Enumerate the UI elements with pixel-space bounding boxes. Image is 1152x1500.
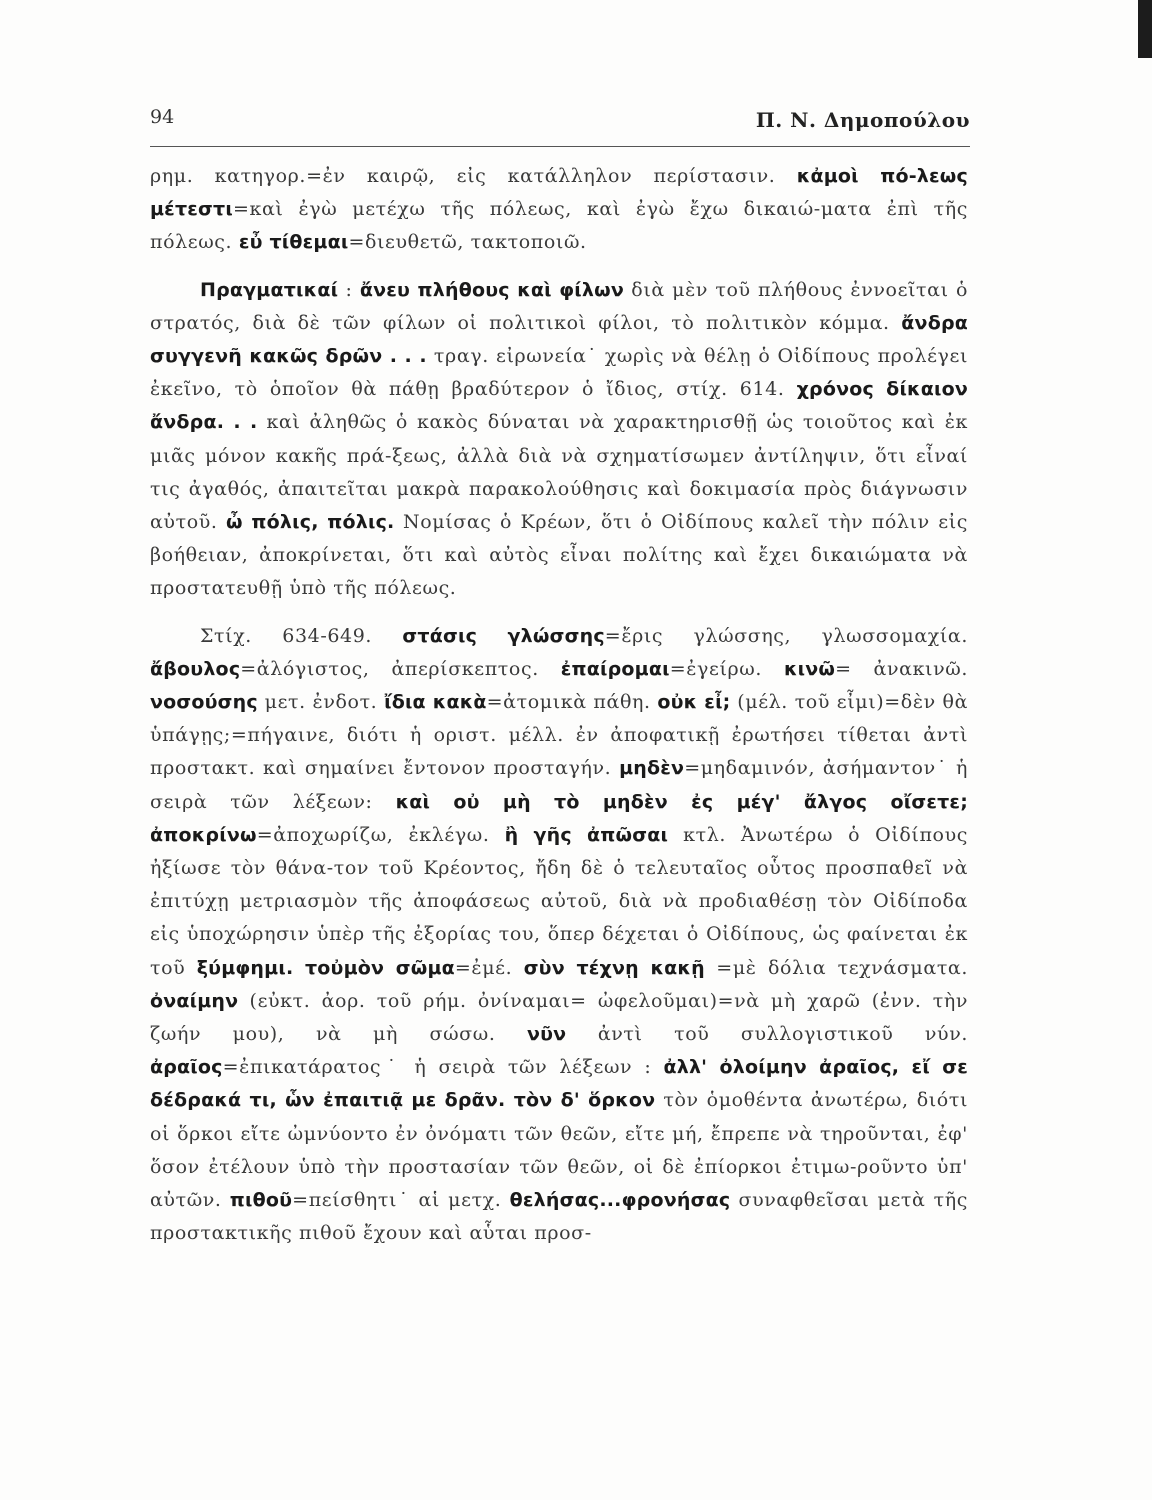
lemma-term: ἄνευ πλήθους καὶ φίλων xyxy=(359,278,624,301)
lemma-term: στάσις γλώσσης xyxy=(402,624,605,647)
gloss-text: Νομίσας ὁ Κρέων, ὅτι ὁ Οἰδίπους καλεῖ τὴν πόλιν εἰς βοήθειαν, ἀποκρίνεται, ὅτι καὶ αὐτὸς εἶναι πολίτης καὶ ἔχει δικαιώματα νὰ προστατευθῇ ὑπὸ τῆς πόλεως. xyxy=(150,511,968,600)
paragraph xyxy=(150,274,968,606)
gloss-text: Στίχ. 634-649. xyxy=(200,624,403,647)
gloss-text: =μὲ δόλια τεχνάσματα. xyxy=(704,956,968,979)
gloss-text: =καὶ ἐγὼ μετέχω τῆς πόλεως, καὶ ἐγὼ ἔχω δικαιώ-ματα ἐπὶ τῆς πόλεως. xyxy=(150,198,968,254)
page-header xyxy=(150,102,970,138)
gloss-text: διὰ μὲν τοῦ πλήθους ἐννοεῖται ὁ στρατός, διὰ δὲ τῶν φίλων οἱ πολιτικοὶ φίλοι, τὸ πολιτικὸν κόμμα. xyxy=(150,278,968,334)
lemma-term: ἄνδρα συγγενῆ κακῶς δρῶν . . . xyxy=(150,311,968,368)
gloss-text: συναφθεῖσαι μετὰ τῆς προστακτικῆς πιθοῦ ἔχουν καὶ αὗται προσ- xyxy=(150,1189,969,1245)
lemma-term: κινῶ xyxy=(783,657,836,680)
lemma-term: ἐπαίρομαι xyxy=(560,657,670,680)
running-head-author: Π. Ν. Δημοπούλου xyxy=(755,108,970,132)
lemma-term: κἀμοὶ πό-λεως μέτεστι xyxy=(150,165,968,221)
gloss-text: =πείσθητι˙ αἱ μετχ. xyxy=(292,1189,510,1212)
lemma-term: ξύμφημι. τοὐμὸν σῶμα xyxy=(196,956,455,979)
lemma-term: ἄβουλος xyxy=(150,657,241,680)
lemma-term: οὐκ εἶ; xyxy=(657,691,731,714)
lemma-term: ἴδια κακὰ xyxy=(384,691,487,714)
lemma-term: ὀναίμην xyxy=(150,989,239,1012)
lemma-term: ἢ γῆς ἀπῶσαι xyxy=(504,823,669,846)
gloss-text: (εὐκτ. ἀορ. τοῦ ρήμ. ὀνίναμαι= ὠφελοῦμαι)=νὰ μὴ χαρῶ (ἐνν. τὴν ζωήν μου), νὰ μὴ σώσω. xyxy=(150,989,968,1046)
gloss-text: : xyxy=(338,278,360,301)
gloss-text: μετ. ἐνδοτ. xyxy=(257,691,385,714)
lemma-term: Πραγματικαί xyxy=(200,278,339,301)
gloss-text: =διευθετῶ, τακτοποιῶ. xyxy=(348,231,587,254)
lemma-term: σὺν τέχνῃ κακῇ xyxy=(523,956,705,979)
gloss-text: = ἀνακινῶ. xyxy=(835,657,968,680)
lemma-term: ἀραῖος xyxy=(150,1056,223,1079)
gloss-text: τὸν ὁμοθέντα ἀνωτέρω, διότι οἱ ὅρκοι εἴτε ὠμνύοντο ἐν ὀνόματι τῶν θεῶν, εἴτε μή, ἔπρεπε νὰ τηροῦνται, ἐφ' ὅσον ἐτέλουν ὑπὸ τὴν προστασίαν τῶν θεῶν, οἱ δὲ ἐπίορκοι ἐτιμω-ροῦντο ὑπ' αὐτῶν. xyxy=(150,1089,968,1212)
scan-edge xyxy=(1138,0,1152,58)
lemma-term: ἀποκρίνω xyxy=(150,823,257,846)
lemma-term: καὶ οὐ μὴ τὸ μηδὲν ἐς μέγ' ἄλγος οἴσετε; xyxy=(395,790,969,813)
gloss-text: κτλ. Ἀνωτέρω ὁ Οἰδίπους ἠξίωσε τὸν θάνα-τον τοῦ Κρέοντος, ἤδη δὲ ὁ τελευταῖος οὗτος προσπαθεῖ νὰ ἐπιτύχῃ μετριασμὸν τῆς ἀποφάσεως αὐτοῦ, διὰ νὰ προδιαθέσῃ τὸν Οἰδίποδα εἰς ὑποχώρησιν ὑπὲρ τῆς ἐξορίας του, ὅπερ δέχεται ὁ Οἰδίπους, ὡς φαίνεται ἐκ τοῦ xyxy=(150,823,968,979)
lemma-term: μηδὲν xyxy=(619,757,685,780)
gloss-text: ἀντὶ τοῦ συλλογιστικοῦ νύν. xyxy=(566,1023,968,1046)
gloss-text: =ἀποχωρίζω, ἐκλέγω. xyxy=(256,823,505,846)
body-text xyxy=(150,160,968,1251)
page-number: 94 xyxy=(150,106,175,128)
lemma-term: ἀλλ' ὀλοίμην ἀραῖος, εἴ σε δέδρακά τι, ὧν ἐπαιτιᾷ με δρᾶν. τὸν δ' ὅρκον xyxy=(150,1056,968,1112)
gloss-text: =μηδαμινόν, ἀσήμαντον˙ ἡ σειρὰ τῶν λέξεων: xyxy=(150,757,969,813)
gloss-text: τραγ. εἰρωνεία˙ χωρὶς νὰ θέλῃ ὁ Οἰδίπους προλέγει ἐκεῖνο, τὸ ὁποῖον θὰ πάθῃ βραδύτερον ὁ ἴδιος, στίχ. 614. xyxy=(150,345,968,401)
lemma-term: χρόνος δίκαιον ἄνδρα. . . xyxy=(150,378,968,434)
lemma-term: νῦν xyxy=(527,1023,567,1046)
gloss-text: =ἐμέ. xyxy=(454,956,524,979)
gloss-text: =ἐγείρω. xyxy=(669,657,784,680)
paragraph xyxy=(150,620,968,1251)
lemma-term: ὦ πόλις, πόλις. xyxy=(226,511,395,534)
gloss-text: καὶ ἀληθῶς ὁ κακὸς δύναται νὰ χαρακτηρισθῇ ὡς τοιοῦτος καὶ ἐκ μιᾶς μόνον κακῆς πρά-ξεως, ἀλλὰ διὰ νὰ σχηματίσωμεν ἀντίληψιν, ὅτι εἶναί τις ἀγαθός, ἀπαιτεῖται μακρὰ παρακολούθησις καὶ δοκιμασία πρὸς διάγνωσιν αὐτοῦ. xyxy=(150,411,968,534)
paragraph xyxy=(150,160,968,260)
lemma-term: εὖ τίθεμαι xyxy=(238,231,349,254)
header-rule xyxy=(150,146,970,147)
gloss-text: ρημ. κατηγορ.=ἐν καιρῷ, εἰς κατάλληλον περίστασιν. xyxy=(150,165,797,187)
lemma-term: νοσούσης xyxy=(150,691,258,714)
lemma-term: θελήσας...φρονήσας xyxy=(509,1189,731,1212)
gloss-text: =ἐπικατάρατος˙ ἡ σειρὰ τῶν λέξεων : xyxy=(222,1056,664,1079)
gloss-text: (μέλ. τοῦ εἶμι)=δὲν θὰ ὑπάγῃς;=πήγαινε, διότι ἡ οριστ. μέλλ. ἐν ἀποφατικῇ ἐρωτήσει τίθεται ἀντὶ προστακτ. καὶ σημαίνει ἔντονον προσταγήν. xyxy=(150,691,969,780)
gloss-text: =ἀτομικὰ πάθη. xyxy=(486,691,658,714)
gloss-text: =ἔρις γλώσσης, γλωσσομαχία. xyxy=(604,624,968,647)
gloss-text: =ἀλόγιστος, ἀπερίσκεπτος. xyxy=(240,657,561,680)
lemma-term: πιθοῦ xyxy=(229,1189,293,1212)
